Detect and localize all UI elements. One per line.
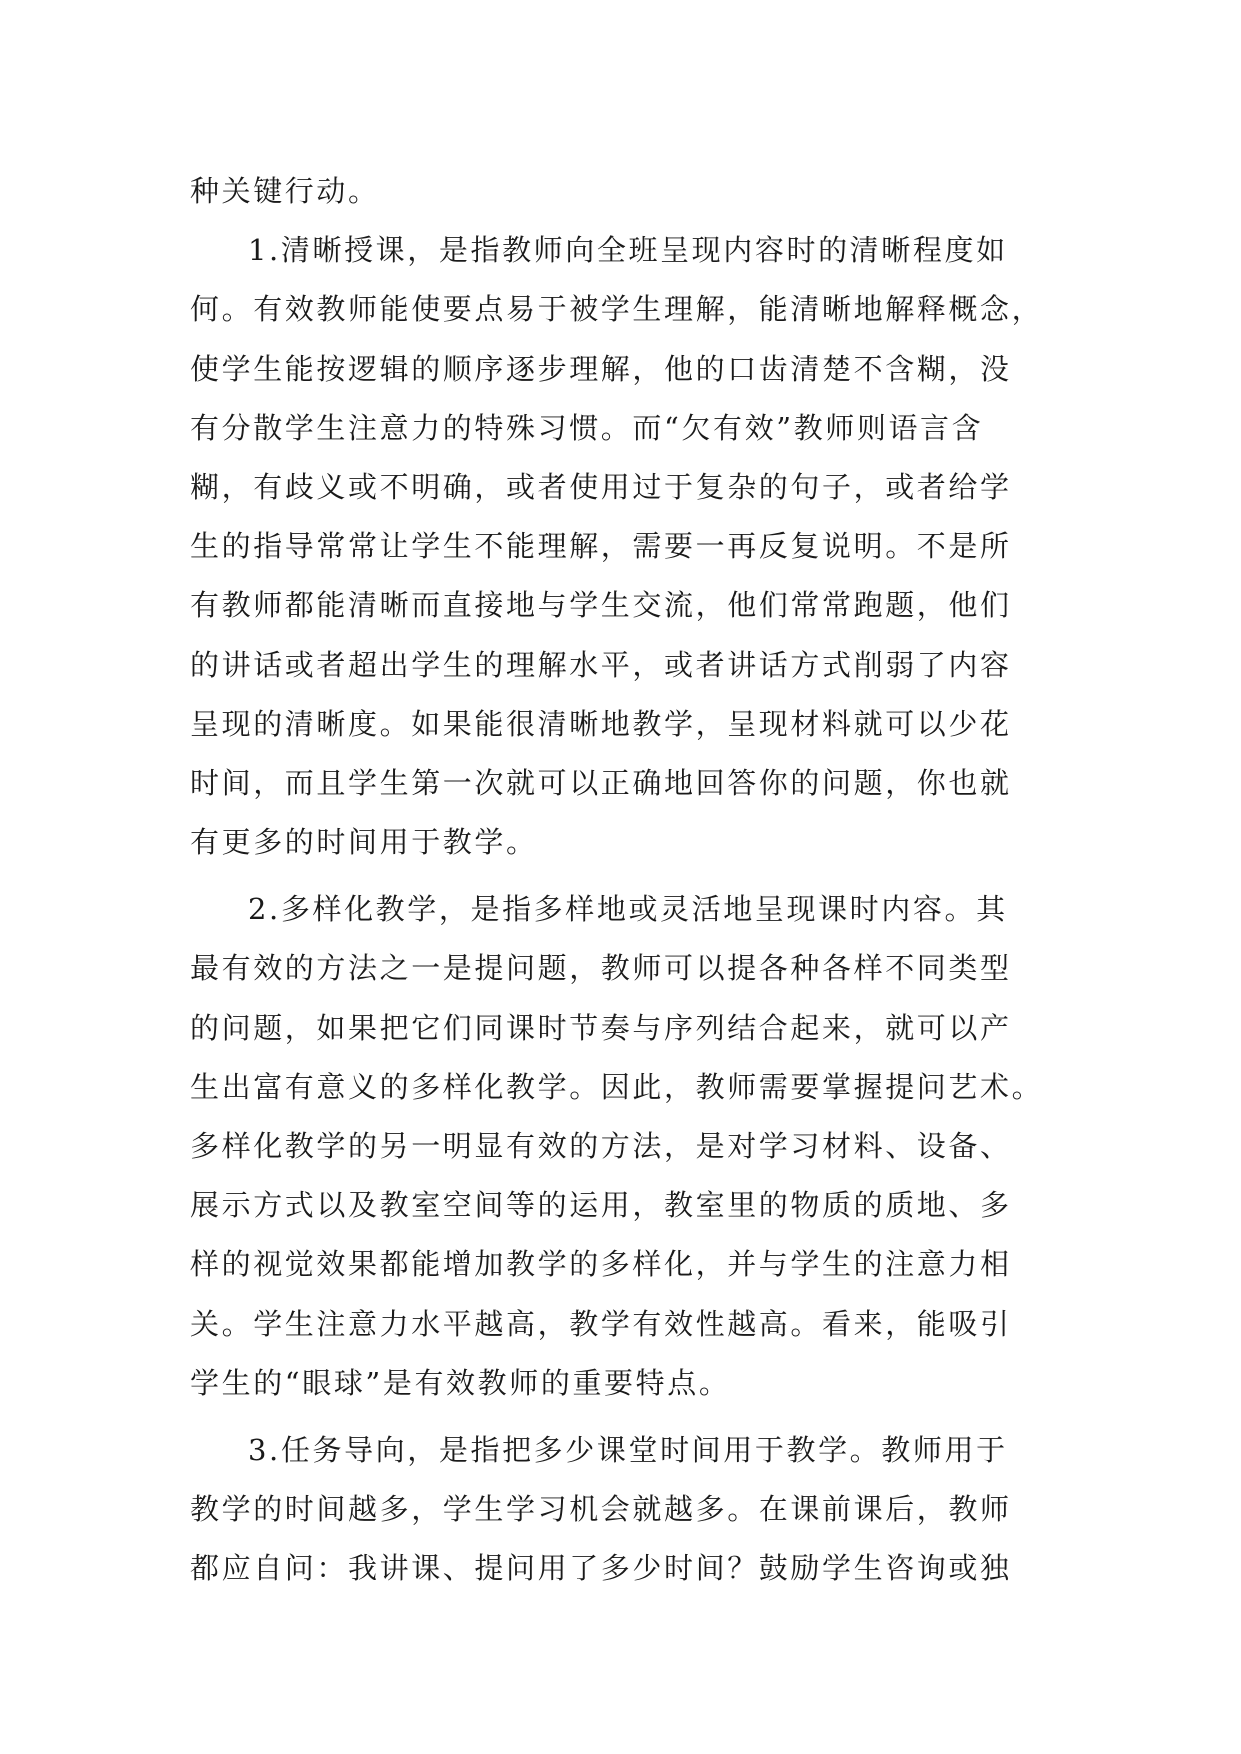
paragraph-3-start: 3.任务导向，是指把多少课堂时间用于教学。教师用于 [248, 1432, 1008, 1467]
text-line: 样的视觉效果都能增加教学的多样化，并与学生的注意力相 [190, 1247, 1012, 1282]
text-line: 学生的“眼球”是有效教师的重要特点。 [190, 1365, 731, 1400]
text-line: 的讲话或者超出学生的理解水平，或者讲话方式削弱了内容 [190, 647, 1012, 682]
text-line: 何。有效教师能使要点易于被学生理解，能清晰地解释概念， [190, 292, 1044, 327]
paragraph-gap [190, 872, 1050, 880]
text-line: 时间，而且学生第一次就可以正确地回答你的问题，你也就 [190, 765, 1012, 800]
text-line: 都应自问：我讲课、提问用了多少时间？鼓励学生咨询或独 [190, 1551, 1012, 1586]
text-line: 生的指导常常让学生不能理解，需要一再反复说明。不是所 [190, 529, 1012, 564]
text-line: 糊，有歧义或不明确，或者使用过于复杂的句子，或者给学 [190, 469, 1012, 504]
paragraph-2-start: 2.多样化教学，是指多样地或灵活地呈现课时内容。其 [248, 892, 1008, 927]
document-page [190, 162, 1050, 1599]
text-line: 生出富有意义的多样化教学。因此，教师需要掌握提问艺术。 [190, 1069, 1044, 1104]
text-line: 教学的时间越多，学生学习机会就越多。在课前课后，教师 [190, 1492, 1012, 1527]
text-line: 种关键行动。 [190, 174, 380, 208]
paragraph-gap [190, 1413, 1050, 1421]
text-line: 展示方式以及教室空间等的运用，教室里的物质的质地、多 [190, 1188, 1012, 1223]
text-line: 有分散学生注意力的特殊习惯。而“欠有效”教师则语言含 [190, 410, 984, 445]
text-line: 多样化教学的另一明显有效的方法，是对学习材料、设备、 [190, 1129, 1012, 1163]
text-line: 呈现的清晰度。如果能很清晰地教学，呈现材料就可以少花 [190, 706, 1012, 741]
text-line: 有更多的时间用于教学。 [190, 825, 538, 860]
text-line: 最有效的方法之一是提问题，教师可以提各种各样不同类型 [190, 951, 1012, 986]
text-line: 使学生能按逻辑的顺序逐步理解，他的口齿清楚不含糊，没 [190, 351, 1012, 386]
text-line: 的问题，如果把它们同课时节奏与序列结合起来，就可以产 [190, 1010, 1012, 1045]
text-line: 关。学生注意力水平越高，教学有效性越高。看来，能吸引 [190, 1306, 1012, 1341]
text-line: 有教师都能清晰而直接地与学生交流，他们常常跑题，他们 [190, 588, 1012, 623]
paragraph-1-start: 1.清晰授课，是指教师向全班呈现内容时的清晰程度如 [248, 233, 1008, 268]
